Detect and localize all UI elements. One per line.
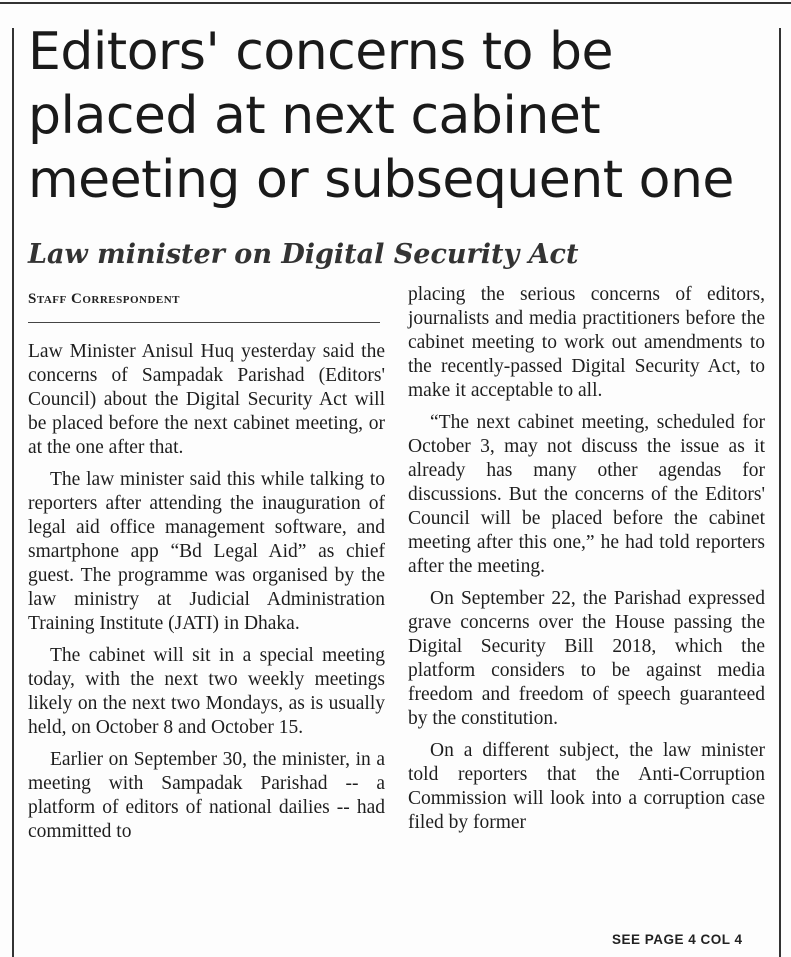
paragraph: Earlier on September 30, the minister, in a meeting with Sampadak Parishad -- a platform of editors of national dailies -- had committed to	[28, 749, 385, 842]
paragraph: “The next cabinet meeting, scheduled for October 3, may not discuss the issue as it already has many other agendas for discussions. But the concerns of the Editors' Council will be placed before the cabinet meeting after this one,” he had told reporters after the meeting.	[408, 412, 765, 577]
right-column-rule	[779, 28, 781, 957]
top-rule	[0, 2, 791, 4]
paragraph: placing the serious concerns of editors, journalists and media practitioners before the cabinet meeting to work out amendments to the recently-passed Digital Security Act, to make it acceptable to all.	[408, 284, 765, 401]
subheadline: Law minister on Digital Security Act	[28, 239, 579, 270]
byline: Staff Correspondent	[28, 291, 181, 307]
continuation-reference: SEE PAGE 4 COL 4	[612, 932, 743, 947]
paragraph: On a different subject, the law minister told reporters that the Anti-Corruption Commission will look into a corruption case filed by former	[408, 740, 765, 833]
paragraph: Law Minister Anisul Huq yesterday said the concerns of Sampadak Parishad (Editors' Council) about the Digital Security Act will be placed before the next cabinet meeting, or at the one after that.	[28, 341, 385, 458]
headline: Editors' concerns to be placed at next cabinet meeting or subsequent one	[28, 22, 734, 210]
article-column-2	[408, 283, 765, 835]
paragraph: The cabinet will sit in a special meeting today, with the next two weekly meetings likely on the next two Mondays, as is usually held, on October 8 and October 15.	[28, 645, 385, 738]
article-column-1	[28, 340, 385, 844]
left-column-rule	[12, 28, 14, 957]
paragraph: On September 22, the Parishad expressed grave concerns over the House passing the Digital Security Bill 2018, which the platform considers to be against media freedom and freedom of speech guaranteed by the constitution.	[408, 588, 765, 729]
paragraph: The law minister said this while talking to reporters after attending the inauguration of legal aid office management software, and smartphone app “Bd Legal Aid” as chief guest. The programme was organised by the law ministry at Judicial Administration Training Institute (JATI) in Dhaka.	[28, 469, 385, 634]
byline-rule	[28, 322, 380, 323]
